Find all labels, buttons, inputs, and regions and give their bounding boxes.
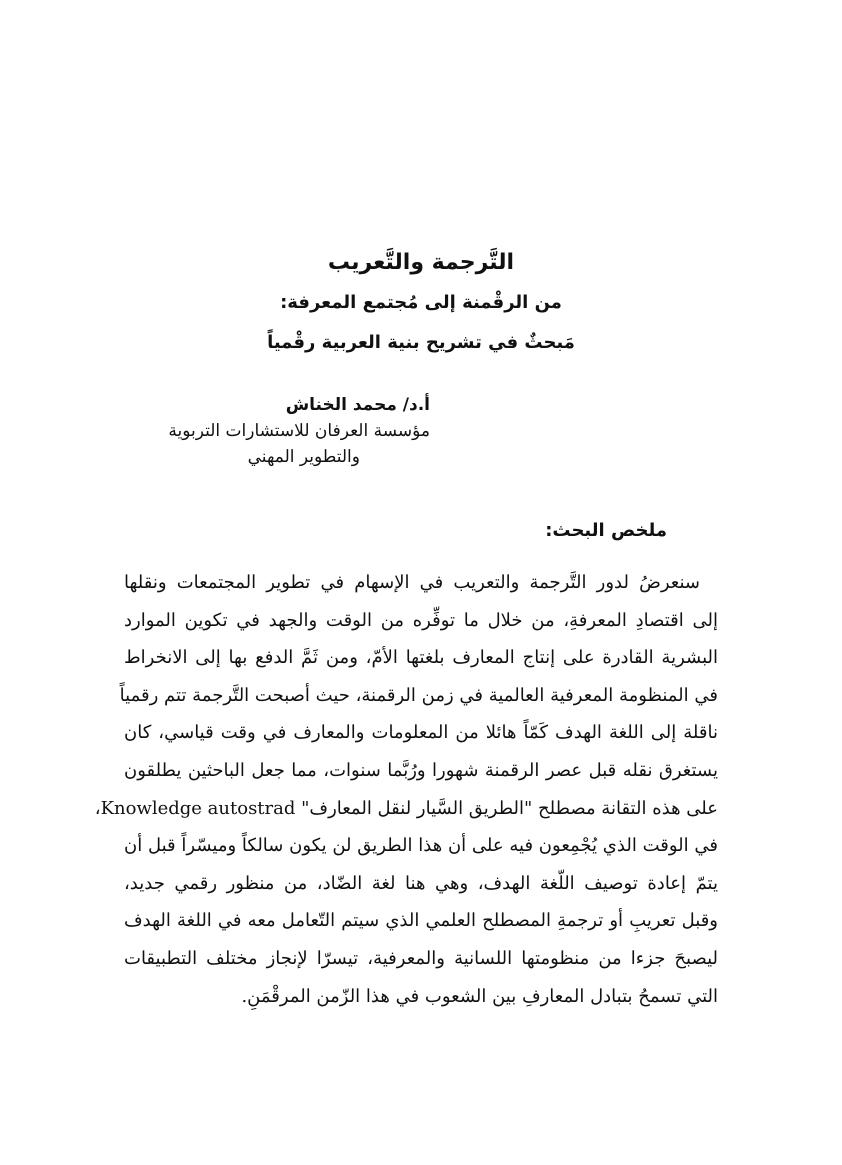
title-block [0, 243, 842, 363]
abstract-line: البشرية القادرة على إنتاج المعارف بلغتها الأمّ، ومن ثَمَّ الدفع بها إلى الانخراط [124, 647, 718, 669]
abstract-line: ناقلة إلى اللغة الهدف كَمّاً هائلا من المعلومات والمعارف في وقت قياسي، كان [124, 722, 718, 744]
paper-subtitle-2: مَبحثٌ في تشريح بنية العربية رقْمياً [267, 332, 575, 353]
abstract-line: سنعرضُ لدور التَّرجمة والتعريب في الإسهام في تطوير المجتمعات ونقلها [124, 572, 700, 593]
author-affiliation-line-1: مؤسسة العرفان للاستشارات التربوية [168, 421, 430, 441]
abstract-line: يستغرق نقله قبل عصر الرقمنة شهورا ورُبَّما سنوات، مما جعل الباحثين يطلقون [124, 759, 718, 781]
abstract-heading: ملخص البحث: [545, 520, 667, 541]
author-block [130, 392, 430, 470]
abstract-line: يتمّ إعادة توصيف اللّغة الهدف، وهي هنا لغة الضّاد، من منظور رقمي جديد، [124, 872, 718, 894]
abstract-line: التي تسمحُ بتبادل المعارفِ بين الشعوب في هذا الزّمن المرقْمَنِ. [241, 985, 718, 1007]
author-name: أ.د/ محمد الخناش [285, 395, 430, 415]
abstract-line: ليصبحَ جزءا من منظومتها اللسانية والمعرفية، تيسرّا لإنجاز مختلف التطبيقات [124, 947, 718, 969]
paper-title: التَّرجمة والتَّعريب [327, 250, 515, 275]
paper-subtitle-1: من الرقْمنة إلى مُجتمع المعرفة: [280, 292, 562, 313]
author-affiliation-line-2: والتطوير المهني [247, 447, 360, 467]
abstract-line: إلى اقتصادِ المعرفةِ، من خلال ما توفِّره من الوقت والجهد في تكوين الموارد [124, 609, 718, 631]
abstract-line: في المنظومة المعرفية العالمية في زمن الرقمنة، حيث أصبحت التَّرجمة تتم رقمياً [119, 684, 718, 706]
abstract-body [94, 564, 718, 1015]
abstract-line: على هذه التقانة مصطلح "الطريق السَّيار لنقل المعارف" Knowledge autostrad، [94, 797, 718, 819]
abstract-line: في الوقت الذي يُجْمِعون فيه على أن هذا الطريق لن يكون سالكاً وميسّراً قبل أن [124, 835, 718, 857]
abstract-line: وقبل تعريبِ أو ترجمةِ المصطلح العلمي الذي سيتم التّعامل معه في اللغة الهدف [124, 910, 718, 932]
